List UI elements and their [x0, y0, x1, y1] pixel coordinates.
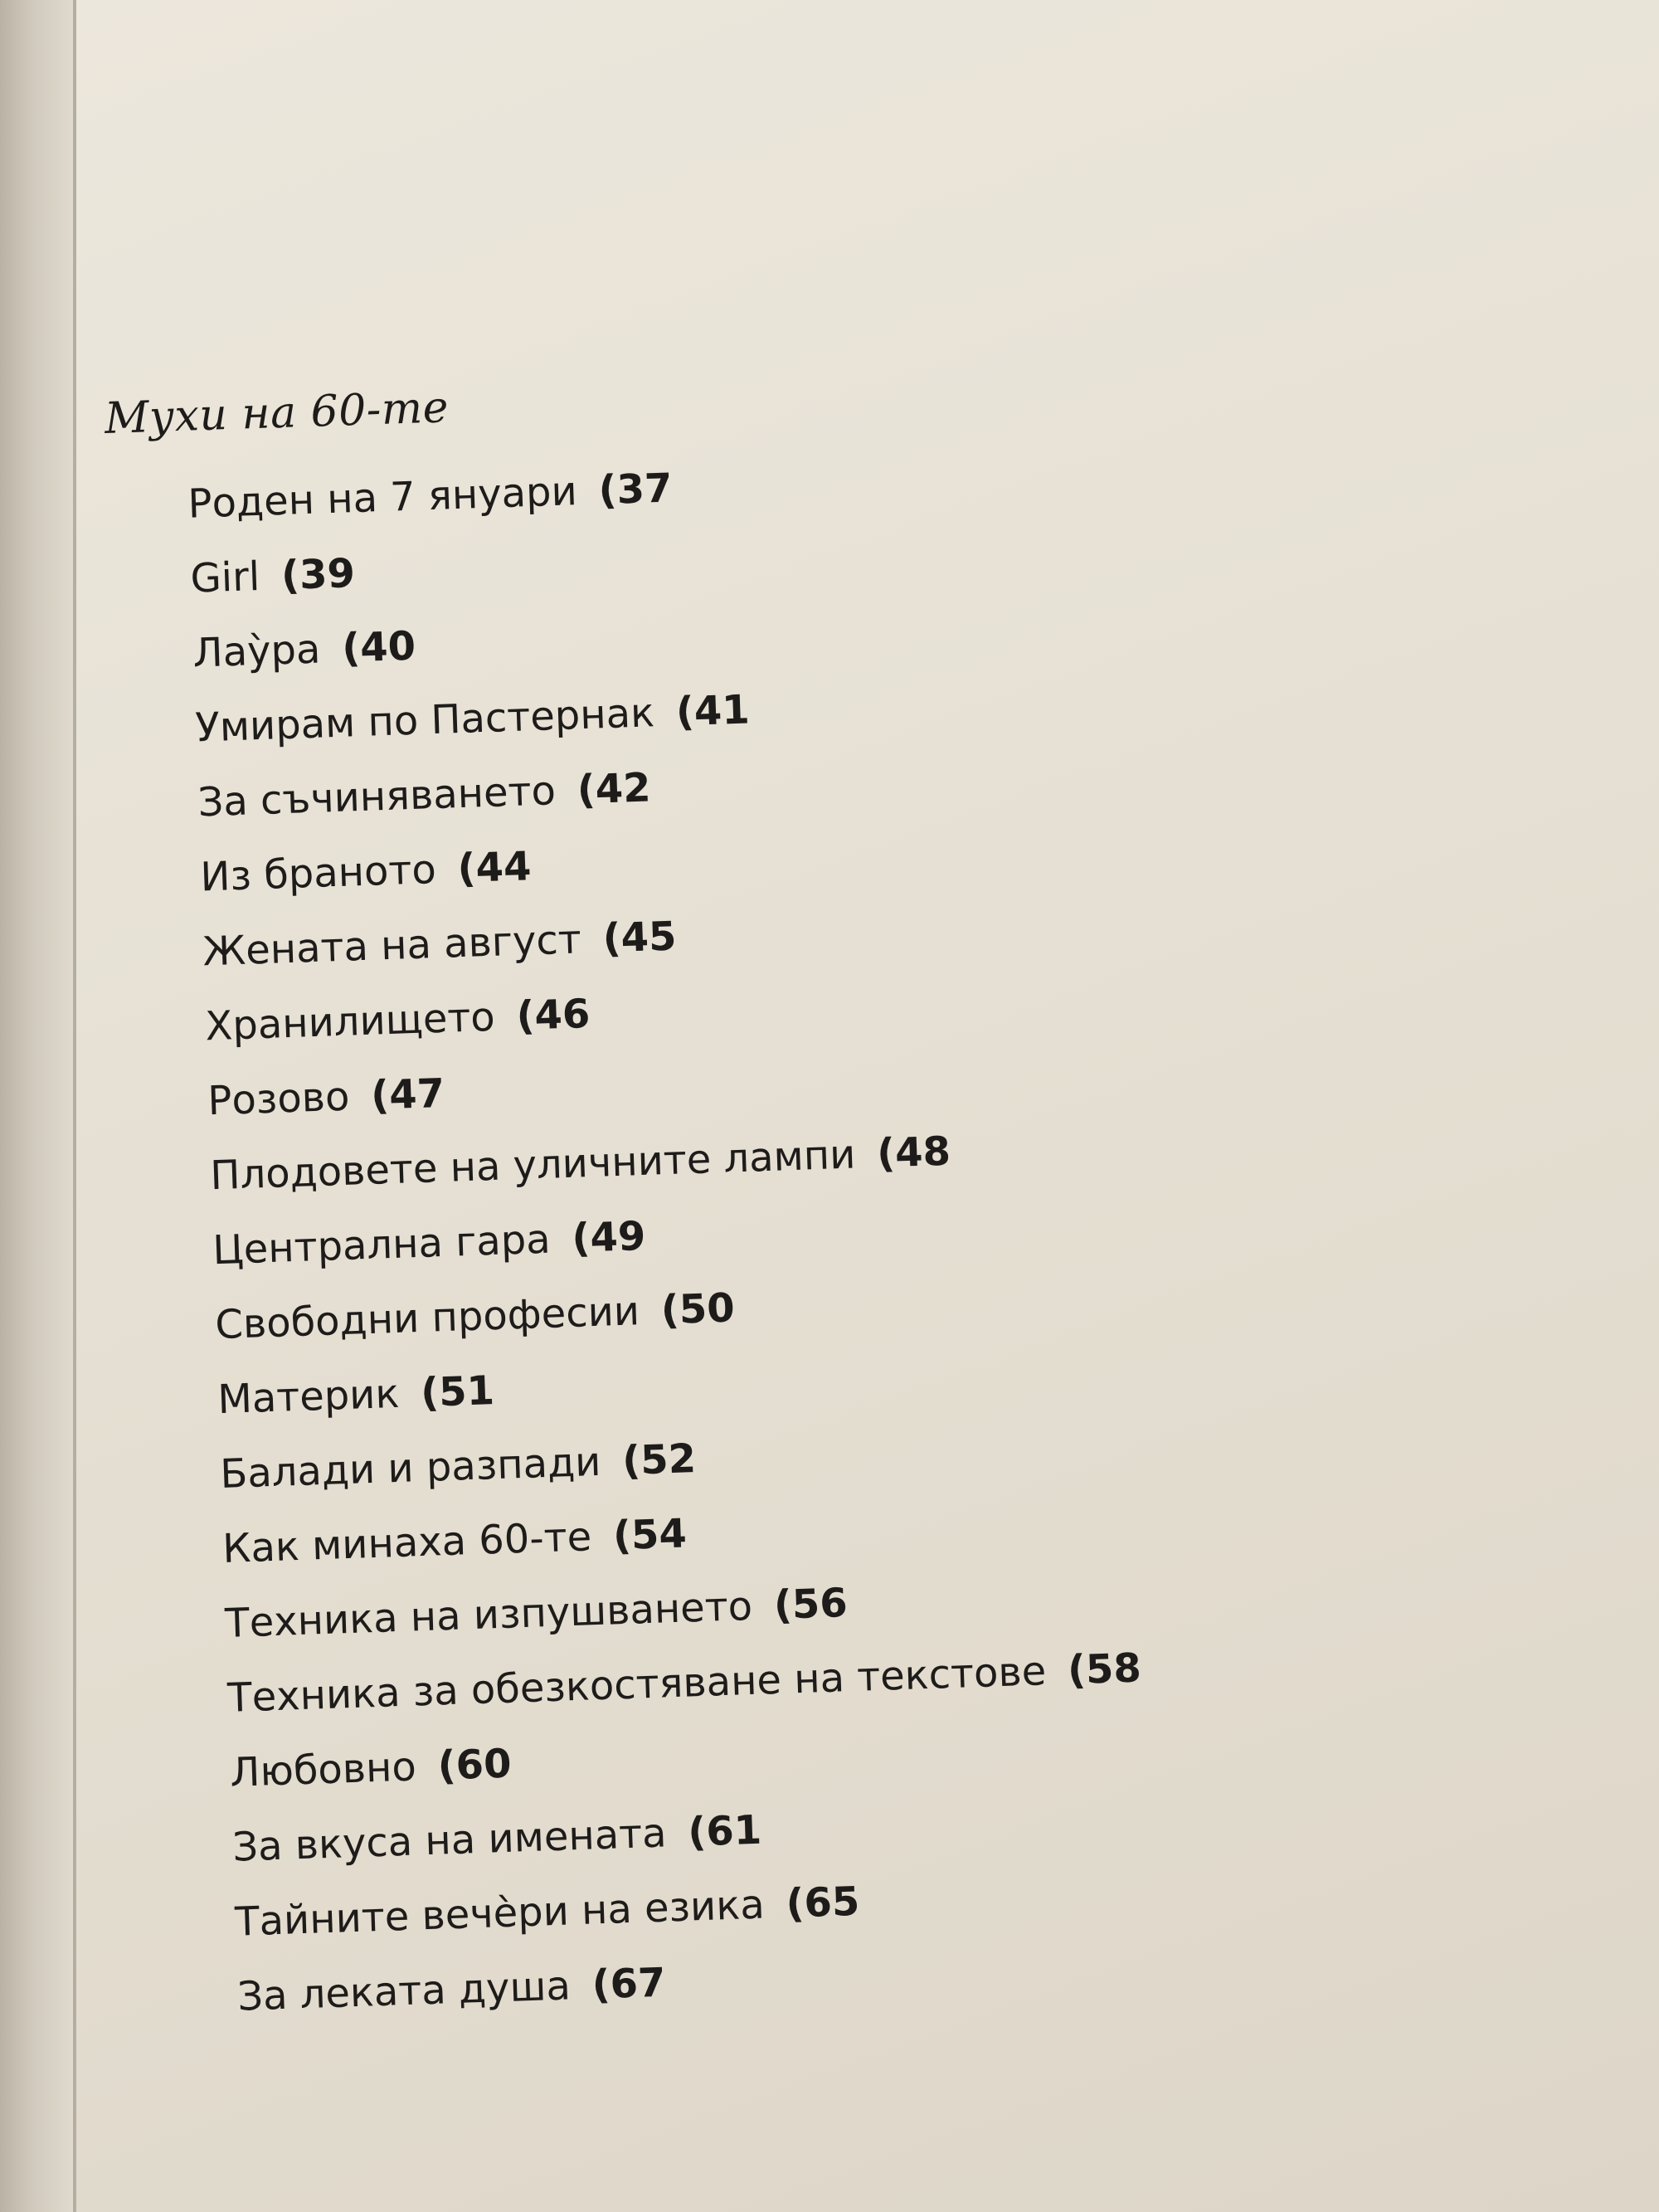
page-gutter-shadow	[0, 0, 76, 2212]
entry-page-number: (49	[571, 1212, 647, 1262]
entry-title: Централна гара	[212, 1216, 552, 1274]
entry-title: За съчиняването	[197, 767, 557, 826]
entry-title: Girl	[189, 553, 261, 602]
entry-page-number: (48	[876, 1128, 951, 1177]
entry-title: Техника за обезкостяване на текстове	[226, 1648, 1048, 1722]
entry-page-number: (39	[280, 550, 356, 600]
entry-page-number: (40	[341, 622, 416, 672]
entry-page-number: (52	[621, 1435, 697, 1484]
entry-page-number: (58	[1067, 1644, 1142, 1694]
entry-title: Хранилището	[204, 993, 496, 1050]
entry-title: Тайните вечèри на езика	[234, 1881, 766, 1946]
entry-title: Балади и разпади	[219, 1438, 602, 1498]
entry-title: Жената на август	[202, 916, 582, 976]
entry-title: Из браното	[199, 846, 437, 901]
entry-title: Роден на 7 януари	[187, 468, 578, 528]
entry-page-number: (54	[612, 1510, 688, 1560]
entry-title: Любовно	[229, 1743, 417, 1796]
page-edge	[73, 0, 76, 2212]
entry-page-number: (67	[591, 1959, 667, 2009]
entry-title: Как минаха 60-те	[221, 1513, 593, 1572]
entry-page-number: (51	[420, 1367, 495, 1416]
entry-title: Лаỳра	[192, 626, 322, 677]
entry-title: За вкуса на имената	[231, 1810, 668, 1871]
entry-title: Свободни професии	[214, 1288, 640, 1349]
entry-title: Умирам по Пастернак	[194, 689, 655, 752]
entry-page-number: (47	[370, 1069, 445, 1119]
entry-page-number: (44	[456, 843, 533, 893]
entry-title: За леката душа	[236, 1962, 572, 2020]
table-of-contents	[104, 343, 1568, 2037]
entry-page-number: (46	[515, 990, 591, 1040]
entry-page-number: (37	[597, 465, 674, 514]
entry-page-number: (65	[785, 1878, 861, 1927]
entry-page-number: (50	[659, 1284, 736, 1334]
toc-entries	[106, 423, 1568, 2037]
section-title: Мухи на 60-те	[104, 382, 450, 444]
entry-page-number: (45	[601, 913, 678, 962]
entry-title: Материк	[216, 1370, 401, 1424]
entry-page-number: (41	[674, 686, 751, 736]
entry-title: Техника на изпушването	[224, 1582, 753, 1647]
entry-page-number: (61	[687, 1806, 763, 1856]
entry-page-number: (60	[436, 1740, 513, 1790]
entry-title: Розово	[207, 1073, 351, 1125]
entry-title: Плодовете на уличните лампи	[209, 1131, 857, 1200]
entry-page-number: (56	[773, 1580, 849, 1630]
entry-page-number: (42	[576, 764, 652, 814]
